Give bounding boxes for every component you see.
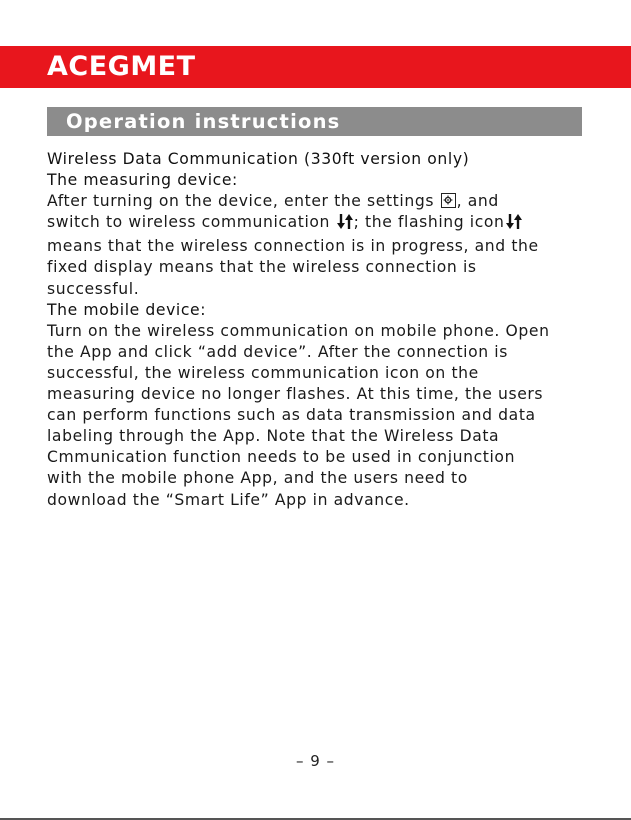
body-line: successful, the wireless communication icon on the [47, 363, 479, 382]
body-line [47, 212, 592, 236]
body-line: download the “Smart Life” App in advance. [47, 490, 410, 509]
body-line: Cmmunication function needs to be used in conjunction [47, 448, 516, 467]
wireless-transfer-arrows-icon [336, 213, 354, 236]
body-text: , and [456, 192, 499, 211]
wireless-transfer-arrows-icon [505, 213, 523, 236]
body-line: with the mobile phone App, and the users need to [47, 469, 468, 488]
body-line: means that the wireless connection is in progress, and the [47, 237, 539, 256]
instructions-body [47, 149, 592, 511]
body-line [47, 191, 592, 212]
body-line: fixed display means that the wireless connection is [47, 258, 477, 277]
body-line: successful. [47, 279, 140, 298]
body-line: labeling through the App. Note that the Wireless Data [47, 427, 500, 446]
page-number: – 9 – [295, 752, 336, 770]
settings-gear-icon [441, 193, 456, 208]
brand-banner [0, 46, 631, 88]
measuring-device-heading: The measuring device: [47, 171, 238, 190]
body-text: switch to wireless communication [47, 213, 336, 232]
section-title: Operation instructions [66, 110, 341, 133]
body-text: After turning on the device, enter the settings [47, 192, 440, 211]
wireless-title: Wireless Data Communication (330ft version only) [47, 150, 470, 168]
body-line: measuring device no longer flashes. At this time, the users [47, 385, 544, 404]
body-line: can perform functions such as data transmission and data [47, 406, 536, 425]
body-line: Turn on the wireless communication on mobile phone. Open [47, 321, 550, 340]
body-line: the App and click “add device”. After the connection is [47, 342, 508, 361]
brand-logo: ACEGMET [47, 51, 196, 82]
section-header [47, 107, 582, 136]
body-text: ; the flashing icon [353, 213, 505, 232]
mobile-device-heading: The mobile device: [47, 300, 207, 319]
